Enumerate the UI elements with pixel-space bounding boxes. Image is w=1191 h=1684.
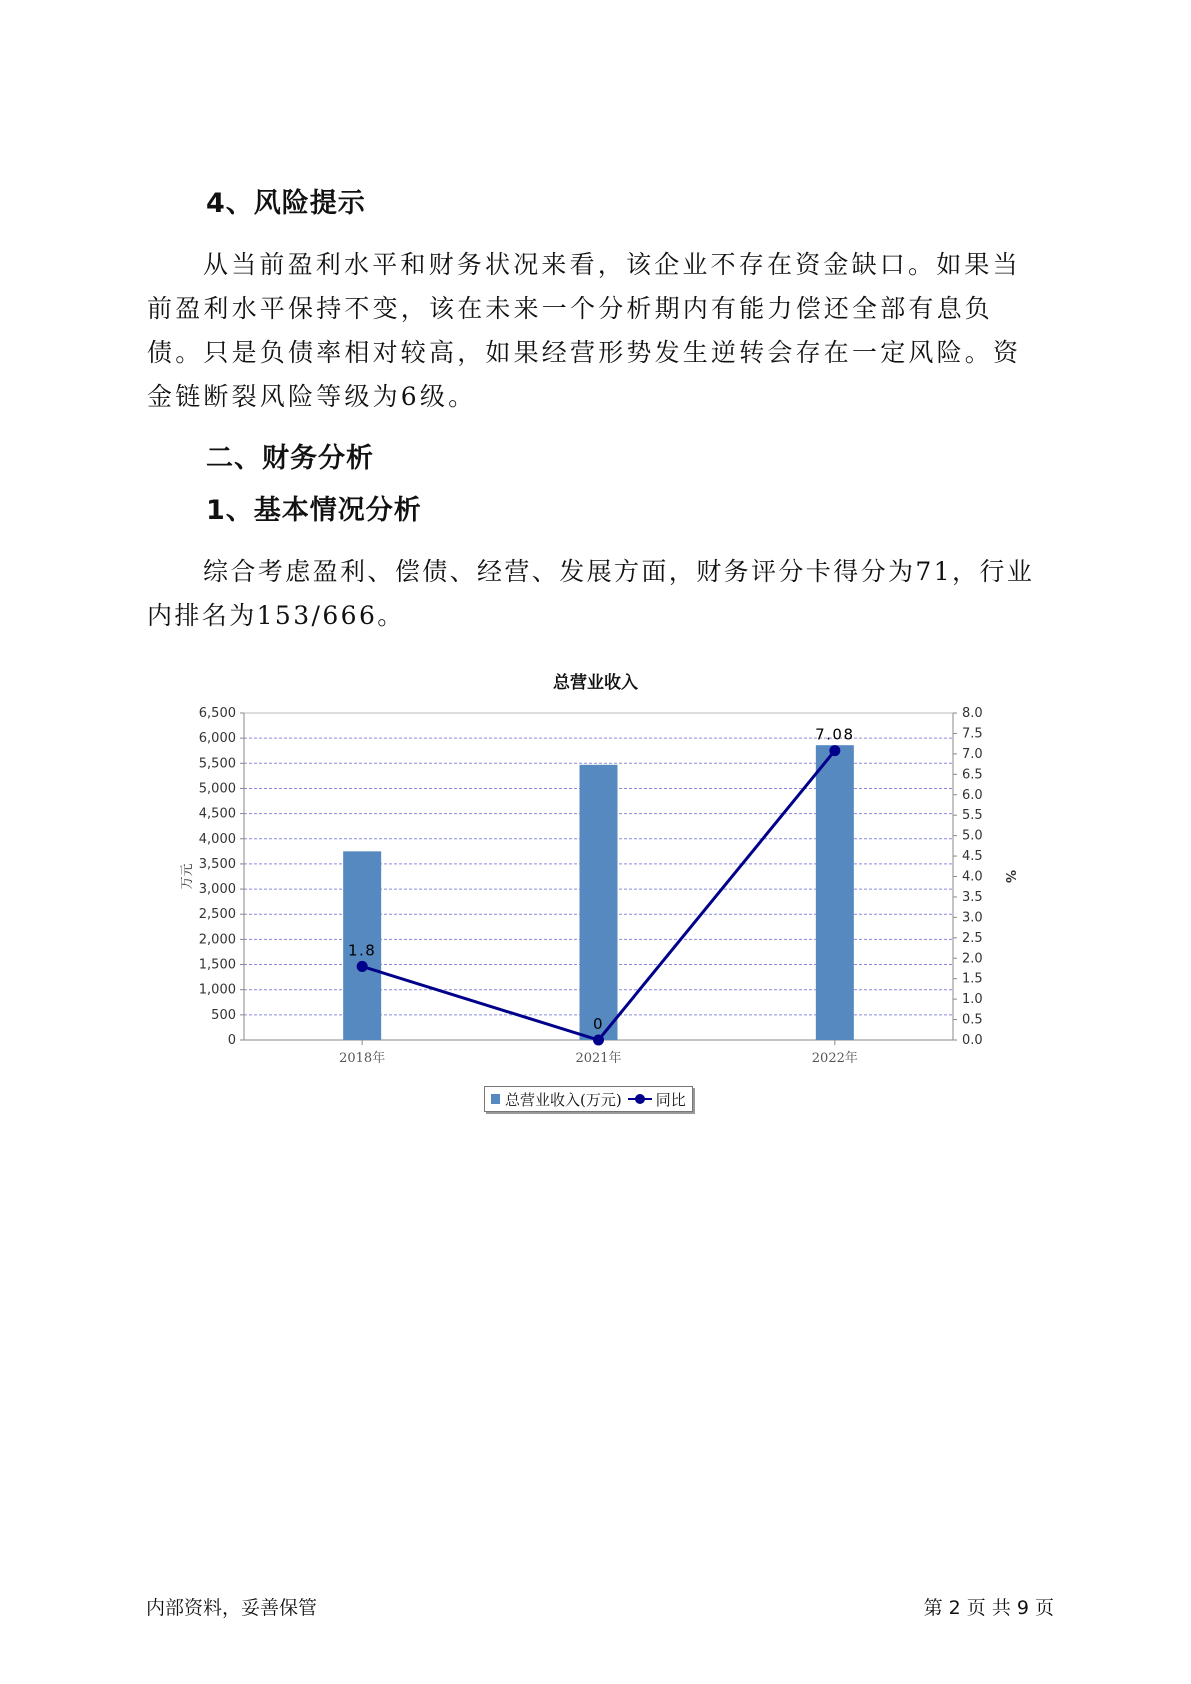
legend-bar-swatch (491, 1094, 500, 1104)
y-tick-label: 4,000 (198, 831, 236, 847)
y2-tick-label: 7.5 (962, 726, 983, 742)
footer-confidential: 内部资料，妥善保管 (146, 1597, 318, 1619)
y2-tick-label: 2.5 (962, 930, 983, 946)
y-tick-label: 5,000 (198, 781, 236, 797)
y2-tick-label: 5.5 (962, 808, 983, 824)
x-tick-label: 2021年 (575, 1051, 622, 1066)
x-tick-label: 2022年 (811, 1051, 858, 1066)
y2-tick-label: 0.0 (962, 1033, 983, 1048)
yoy-data-label: 7.08 (815, 725, 855, 744)
chart-legend (484, 1086, 693, 1112)
y-tick-label: 0 (227, 1033, 236, 1048)
y2-tick-label: 3.0 (962, 910, 983, 926)
legend-line-label: 同比 (655, 1090, 686, 1109)
y2-tick-label: 6.5 (962, 767, 983, 783)
y2-tick-label: 1.0 (962, 992, 983, 1008)
y2-tick-label: 0.5 (962, 1012, 983, 1028)
y-tick-label: 2,500 (198, 907, 236, 923)
y-tick-label: 1,500 (198, 957, 236, 973)
y-tick-label: 5,500 (198, 756, 236, 772)
footer-page-number: 第 2 页 共 9 页 (923, 1597, 1054, 1619)
legend-line-swatch (628, 1094, 652, 1104)
y2-tick-label: 5.0 (962, 828, 983, 844)
subheading-basic: 1、基本情况分析 (206, 495, 422, 526)
y-tick-label: 4,500 (198, 806, 236, 822)
y-tick-label: 3,000 (198, 882, 236, 898)
x-tick-label: 2018年 (339, 1051, 386, 1066)
heading-finance: 二、财务分析 (206, 443, 374, 474)
y2-axis-title: % (1002, 869, 1017, 884)
chart-title: 总营业收入 (553, 673, 638, 693)
heading-risk: 4、风险提示 (206, 188, 366, 219)
yoy-point (829, 745, 840, 756)
y2-tick-label: 4.5 (962, 849, 983, 865)
y2-tick-label: 1.5 (962, 971, 983, 987)
y2-tick-label: 4.0 (962, 869, 983, 885)
y2-tick-label: 8.0 (962, 706, 983, 721)
legend-bar-label: 总营业收入(万元) (505, 1090, 622, 1109)
y2-tick-label: 6.0 (962, 787, 983, 803)
y2-tick-label: 7.0 (962, 746, 983, 762)
y2-tick-label: 2.0 (962, 951, 983, 967)
y-tick-label: 500 (211, 1007, 236, 1023)
paragraph-risk: 从当前盈利水平和财务状况来看，该企业不存在资金缺口。如果当前盈利水平保持不变，该在未来一个分析期内有能力偿还全部有息负债。只是负债率相对较高，如果经营形势发生逆转会存在一定风险。资金链断裂风险等级为6级。 (147, 250, 1022, 411)
paragraph-basic: 综合考虑盈利、偿债、经营、发展方面，财务评分卡得分为71，行业内排名为153/666。 (147, 557, 1035, 630)
yoy-point (593, 1035, 604, 1046)
bar (580, 765, 618, 1040)
y2-tick-label: 3.5 (962, 889, 983, 905)
y-tick-label: 6,500 (198, 706, 236, 721)
y-tick-label: 3,500 (198, 856, 236, 872)
y-tick-label: 1,000 (198, 982, 236, 998)
yoy-point (357, 961, 368, 972)
y-axis-title: 万元 (180, 863, 195, 890)
y-tick-label: 6,000 (198, 731, 236, 747)
y-tick-label: 2,000 (198, 932, 236, 948)
bar (816, 745, 854, 1040)
yoy-data-label: 0 (592, 1015, 605, 1033)
yoy-data-label: 1.8 (347, 941, 377, 960)
